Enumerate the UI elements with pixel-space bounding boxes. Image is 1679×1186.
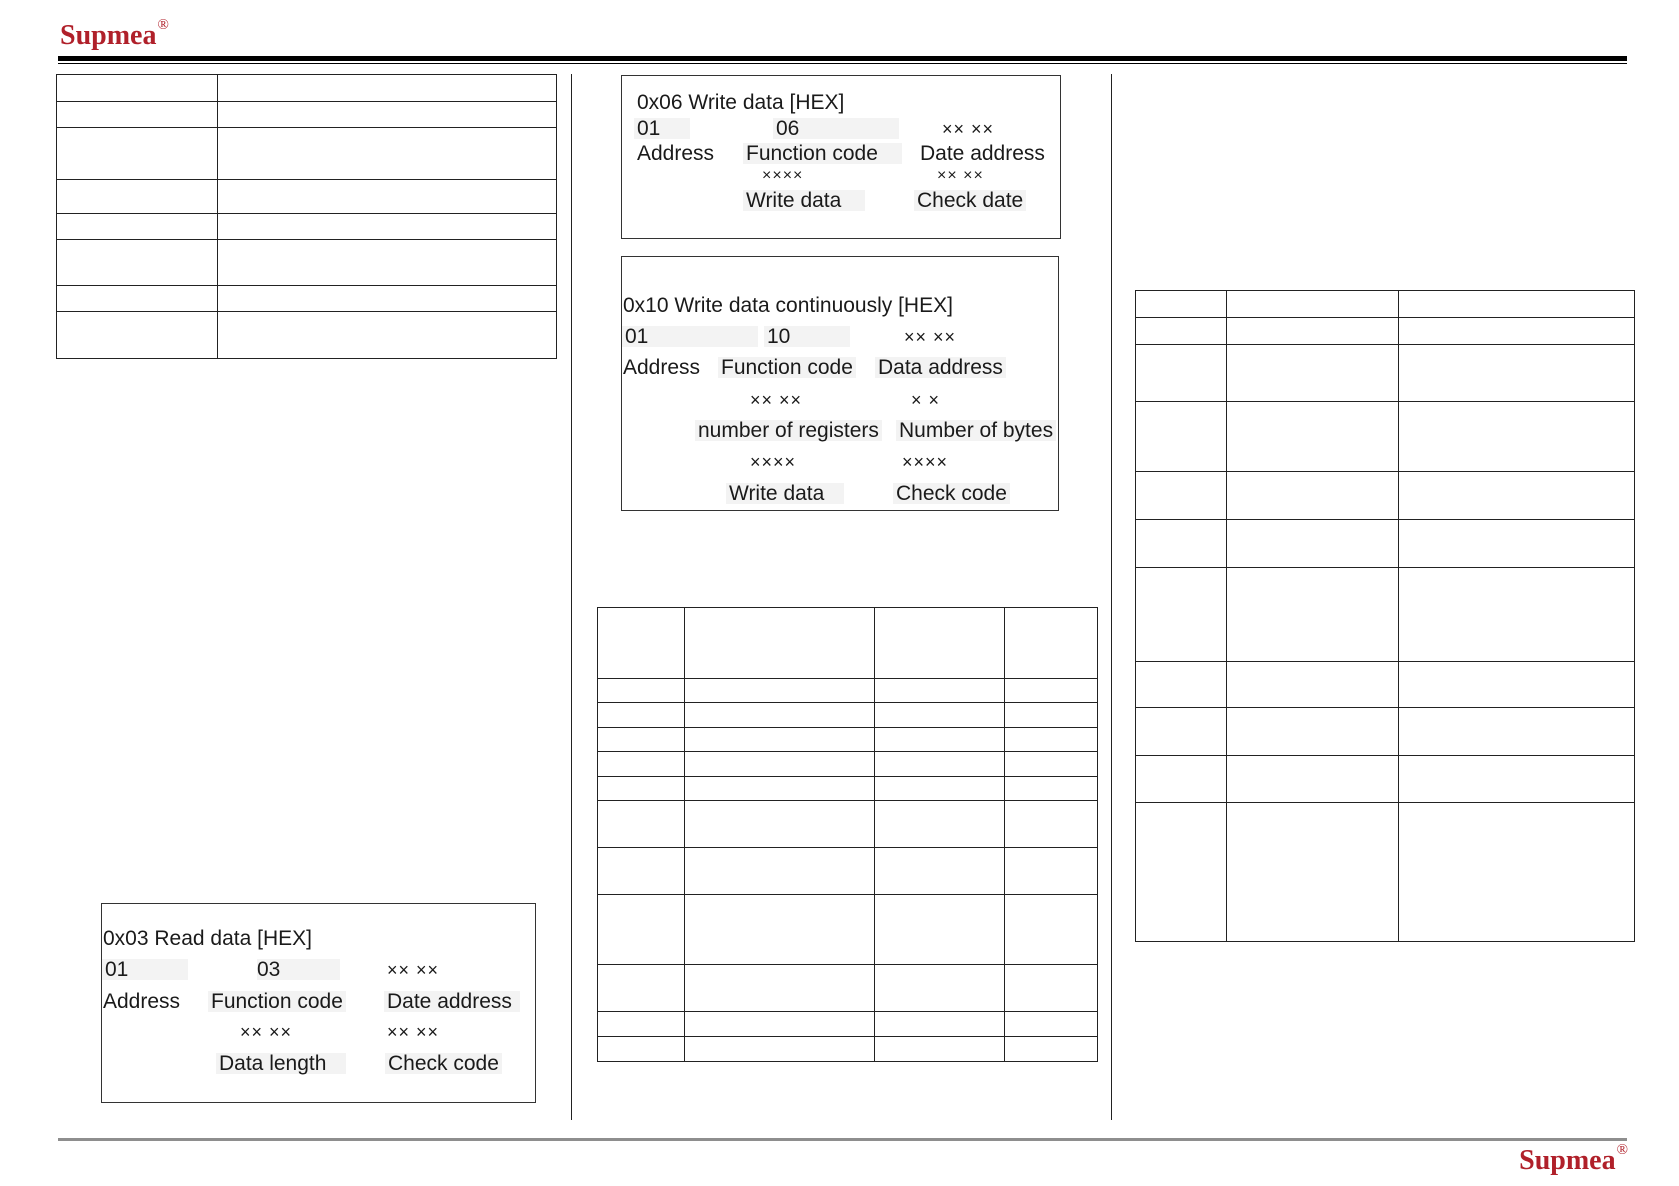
read-address-value: 01 (102, 959, 188, 980)
table-row (57, 128, 557, 180)
table-row (1136, 318, 1635, 345)
table-row (598, 895, 1098, 965)
write-data-value: ×××× (762, 167, 804, 184)
write-date-address-label: Date address (920, 142, 1045, 165)
footer-rule (58, 1138, 1627, 1141)
table-row (598, 608, 1098, 679)
table-row (598, 728, 1098, 752)
table-row (598, 965, 1098, 1012)
table-row (57, 240, 557, 286)
header-brand-text: Supmea (60, 20, 157, 51)
table-row (1136, 472, 1635, 520)
write-cont-function-label: Function code (718, 357, 856, 378)
write-check-label: Check date (914, 190, 1026, 211)
table-row (598, 703, 1098, 728)
table-row (598, 752, 1098, 777)
table-row (598, 1037, 1098, 1062)
write-address-value: 01 (634, 118, 690, 139)
read-data-title: 0x03 Read data [HEX] (103, 927, 312, 950)
column-divider-left (571, 74, 572, 1120)
write-cont-check-value: ×××× (902, 452, 949, 472)
table-row (57, 214, 557, 240)
read-data-frame (101, 903, 536, 1103)
write-cont-address-label: Address (623, 356, 701, 379)
write-data-title: 0x06 Write data [HEX] (637, 91, 845, 114)
write-check-value: ×× ×× (937, 167, 984, 184)
write-cont-bytes-value: × × (911, 390, 941, 410)
write-address-label: Address (637, 142, 715, 165)
table-row (1136, 520, 1635, 568)
table-row (1136, 756, 1635, 803)
column-divider-right (1111, 74, 1112, 1120)
header-logo (60, 17, 169, 51)
write-data-label: Write data (743, 190, 865, 211)
table-row (598, 1012, 1098, 1037)
write-cont-registers-label: number of registers (695, 420, 882, 441)
write-cont-function-value: 10 (764, 326, 850, 347)
write-data-frame (621, 75, 1061, 239)
table-row (598, 777, 1098, 801)
write-date-address-value: ×× ×× (942, 119, 995, 139)
write-function-label: Function code (743, 143, 902, 164)
table-row (1136, 662, 1635, 708)
table-row (57, 75, 557, 102)
table-row (57, 286, 557, 312)
read-function-label: Function code (208, 991, 346, 1012)
write-cont-title: 0x10 Write data continuously [HEX] (623, 294, 953, 317)
read-address-label: Address (103, 990, 181, 1013)
read-date-address-label: Date address (384, 991, 520, 1012)
table-row (57, 102, 557, 128)
right-register-table (1135, 290, 1635, 942)
table-row (598, 679, 1098, 703)
registered-mark-icon: ® (157, 17, 169, 33)
write-cont-write-data-value: ×××× (750, 452, 797, 472)
write-function-value: 06 (773, 118, 899, 139)
read-function-value: 03 (257, 959, 340, 980)
table-row (1136, 568, 1635, 662)
table-row (1136, 402, 1635, 472)
middle-register-table (597, 607, 1098, 1062)
write-cont-bytes-label: Number of bytes (896, 420, 1056, 441)
write-cont-data-address-label: Data address (875, 357, 1006, 378)
table-row (1136, 291, 1635, 318)
read-data-length-label: Data length (216, 1053, 346, 1074)
table-row (1136, 708, 1635, 756)
write-cont-data-address-value: ×× ×× (904, 327, 957, 347)
read-check-code-label: Check code (385, 1053, 502, 1074)
write-cont-write-data-label: Write data (726, 483, 844, 504)
table-row (598, 801, 1098, 848)
write-continuous-frame (621, 256, 1059, 511)
table-row (1136, 803, 1635, 942)
footer-brand-text: Supmea (1519, 1145, 1616, 1176)
read-data-length-value: ×× ×× (240, 1022, 293, 1042)
header-rule-thin (58, 63, 1627, 64)
table-row (598, 848, 1098, 895)
read-check-code-value: ×× ×× (387, 1022, 440, 1042)
table-row (1136, 345, 1635, 402)
write-cont-address-value: 01 (622, 326, 758, 347)
write-cont-check-label: Check code (893, 483, 1010, 504)
left-parameter-table (56, 74, 557, 359)
table-row (57, 180, 557, 214)
read-date-address-value: ×× ×× (387, 960, 440, 980)
table-row (57, 312, 557, 359)
header-rule-thick (58, 56, 1627, 61)
registered-mark-icon: ® (1616, 1142, 1628, 1158)
write-cont-registers-value: ×× ×× (750, 390, 803, 410)
footer-logo (1519, 1142, 1628, 1176)
